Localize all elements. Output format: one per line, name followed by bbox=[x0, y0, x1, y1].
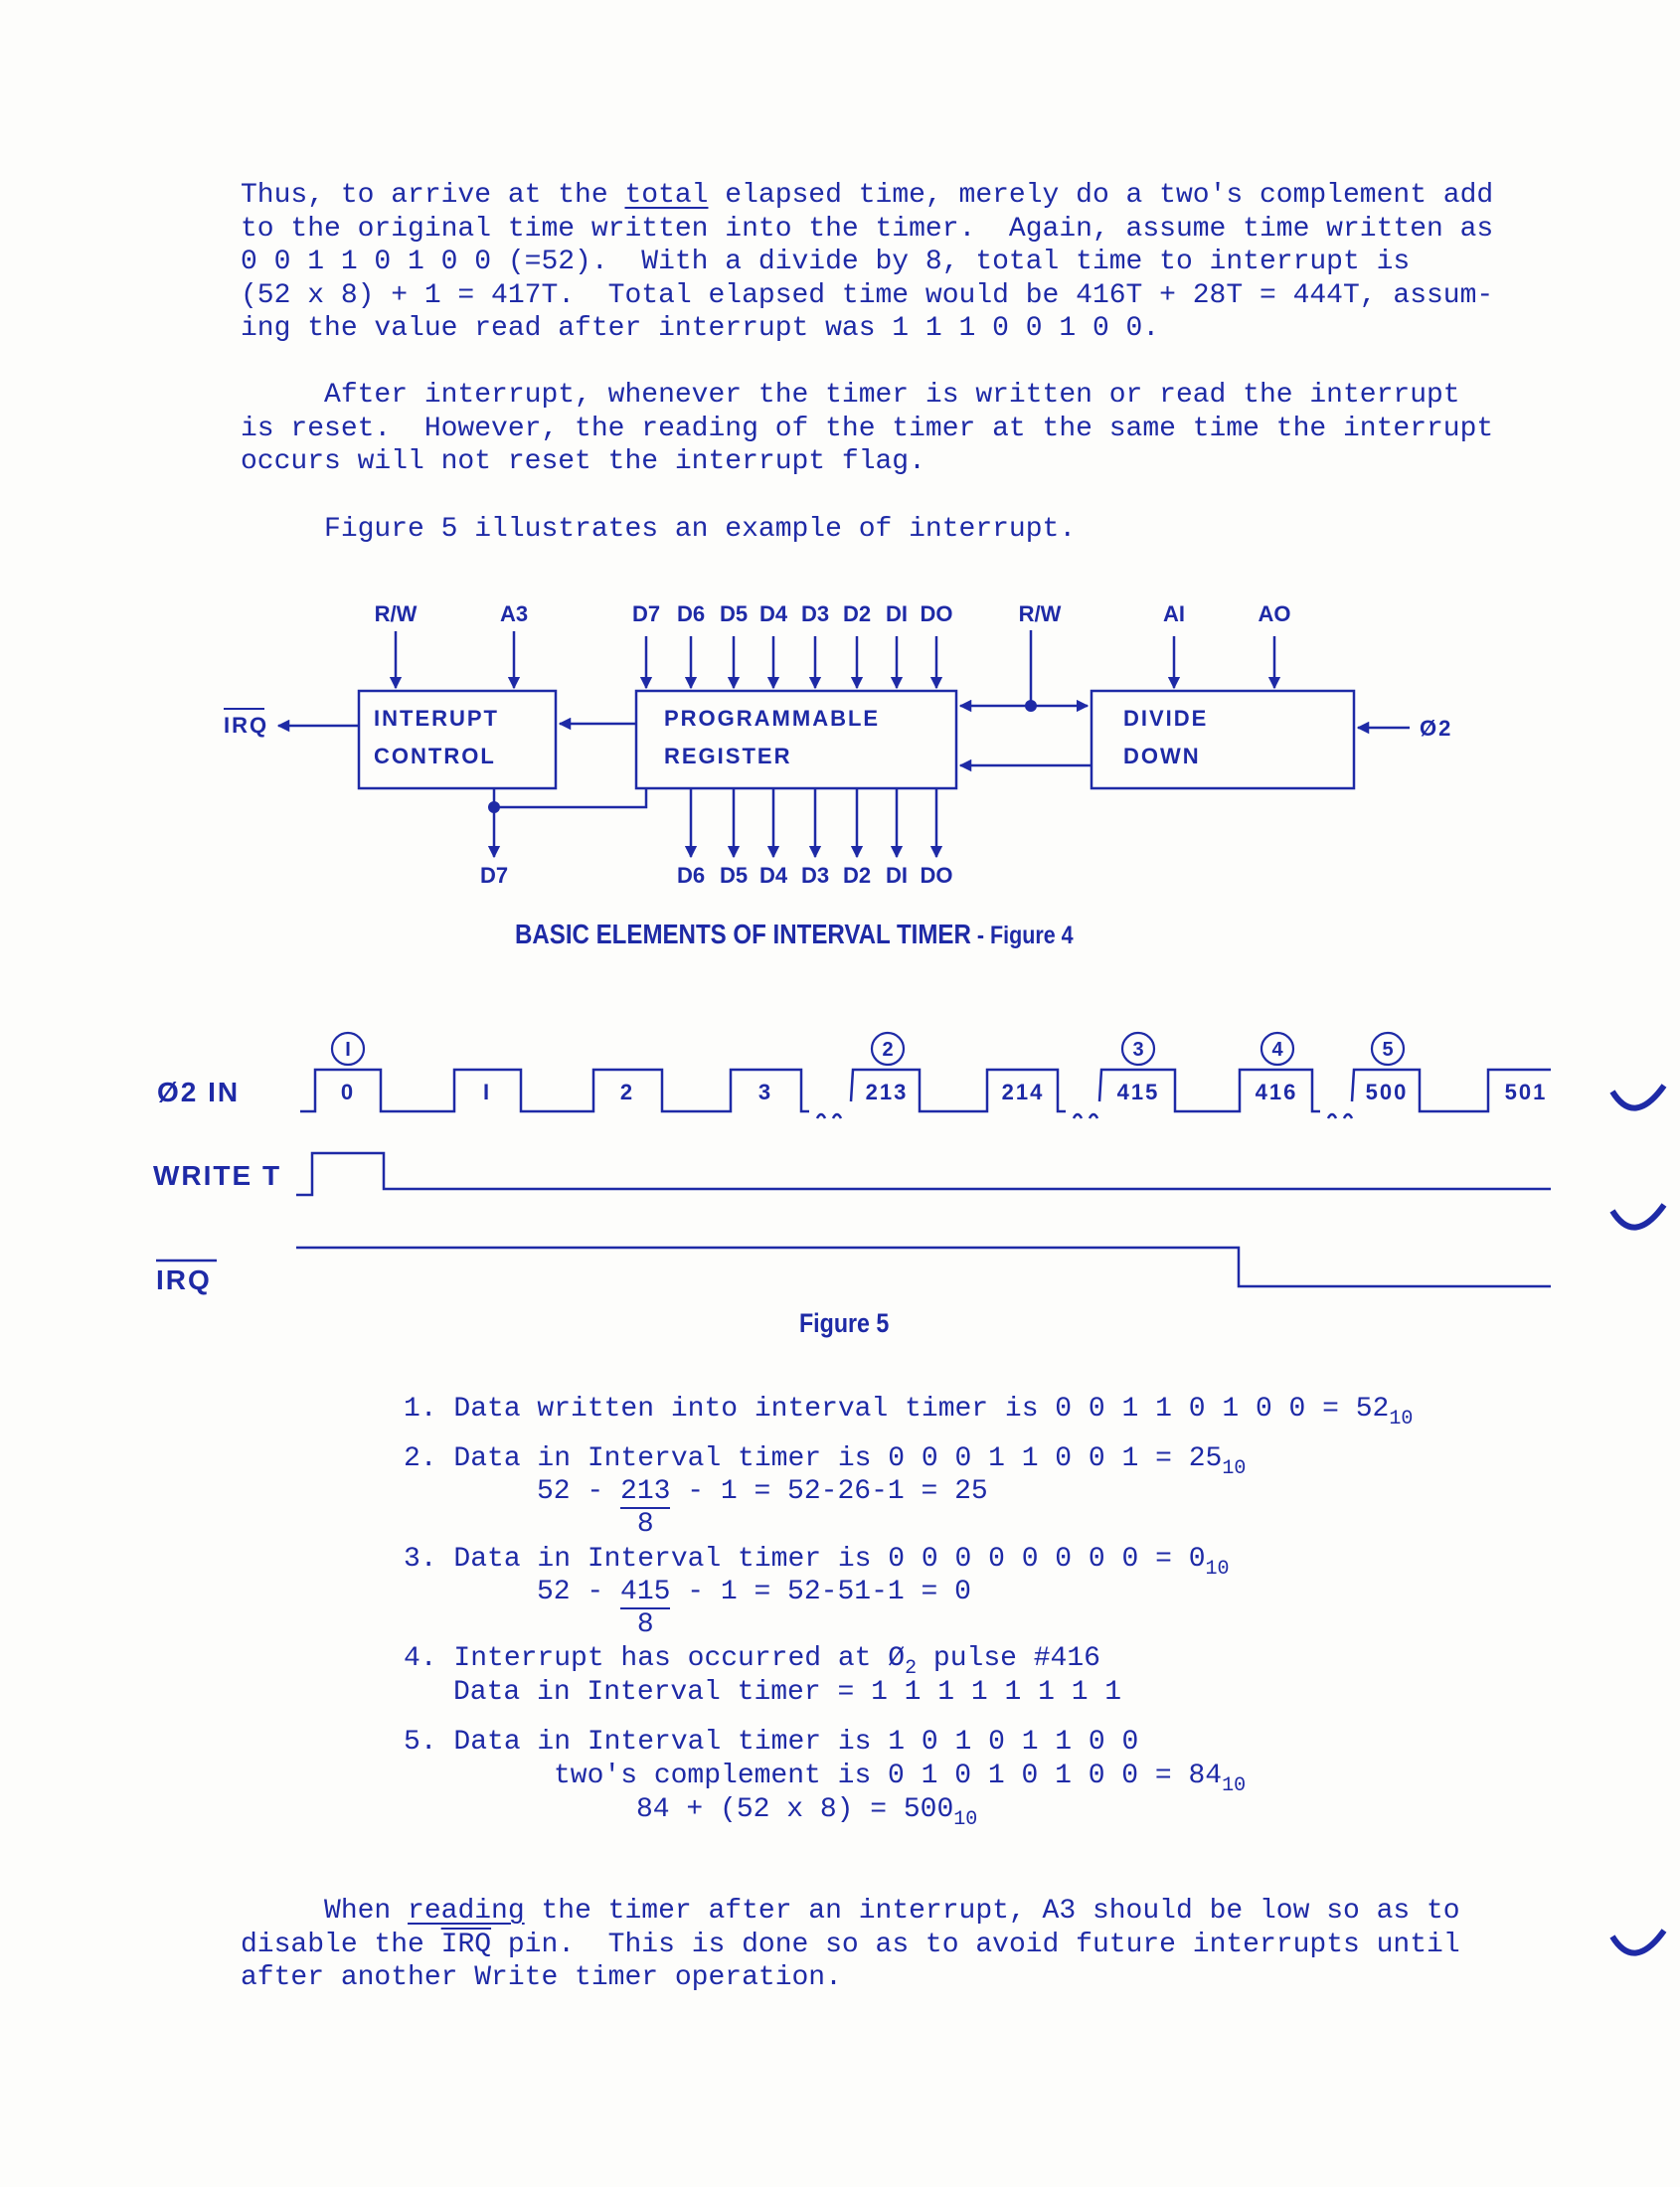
list-item-5: 5. Data in Interval timer is 1 0 1 0 1 1 0 0 bbox=[404, 1727, 1139, 1758]
register-block-line2: REGISTER bbox=[664, 744, 792, 768]
para4-underlined-reading: reading bbox=[408, 1896, 525, 1927]
paragraph-4: When reading the timer after an interrupt, A3 should be low so as to disable the $\overline{IRQ}$ pin. This is done so as to avoid future interrupts until after another Write timer operation. bbox=[241, 1896, 1460, 1993]
label-a3: A3 bbox=[499, 601, 529, 626]
fraction-numerator-415: 415 bbox=[620, 1577, 671, 1607]
label-d5-top: D5 bbox=[719, 601, 749, 626]
label-d0-top: DO bbox=[920, 601, 953, 626]
figure-5-timing-diagram bbox=[139, 1014, 1551, 1312]
label-d6-bottom: D6 bbox=[676, 863, 706, 888]
figure-4-caption: BASIC ELEMENTS OF INTERVAL TIMER - Figure 4 bbox=[515, 919, 1074, 949]
interrupt-block-line2: CONTROL bbox=[374, 744, 496, 768]
register-block-line1: PROGRAMMABLE bbox=[664, 706, 881, 731]
label-d1-bottom: DI bbox=[886, 863, 908, 888]
label-d0-bottom: DO bbox=[920, 863, 953, 888]
figure-5-caption: Figure 5 bbox=[799, 1308, 890, 1338]
figure-4-diagram bbox=[209, 591, 1501, 900]
pulse-label-214: 214 bbox=[1001, 1080, 1045, 1104]
para1-line1-start: Thus, to arrive at the bbox=[241, 180, 625, 211]
para1-line3: 0 0 1 1 0 1 0 0 (=52). With a divide by 8, total time to interrupt is bbox=[241, 247, 1411, 277]
label-a0: AO bbox=[1258, 601, 1291, 626]
list-item-2: 2. Data in Interval timer is 0 0 0 1 1 0 0 $1 = 25_{10}$ bbox=[404, 1443, 1247, 1480]
pulse-label-0: 0 bbox=[340, 1080, 356, 1104]
label-d1-top: DI bbox=[886, 601, 908, 626]
junction-dot-rw bbox=[1025, 700, 1037, 712]
label-d7-top: D7 bbox=[631, 601, 661, 626]
label-d7-bottom: D7 bbox=[479, 863, 509, 888]
label-d3-top: D3 bbox=[800, 601, 830, 626]
label-a1: AI bbox=[1163, 601, 1185, 626]
label-d2-top: D2 bbox=[842, 601, 872, 626]
pulse-label-3: 3 bbox=[757, 1080, 773, 1104]
paragraph-2 bbox=[241, 379, 1493, 479]
list-item-1: 1. Data written into interval timer is 0 0 1 1 0 1 0 $0 = 52_{10}$ bbox=[404, 1394, 1414, 1430]
para1-underlined-total: total bbox=[624, 180, 709, 211]
marker-1: I bbox=[345, 1039, 351, 1061]
signal-label-phi2-in: Ø2 IN bbox=[157, 1077, 241, 1107]
pulse-label-213: 213 bbox=[865, 1080, 909, 1104]
pulse-label-1: I bbox=[482, 1080, 492, 1104]
label-d5-bottom: D5 bbox=[719, 863, 749, 888]
list-item-5-sum: 84 + (52 x $8) = 500_{10}$ bbox=[636, 1794, 978, 1831]
label-d4-top: D4 bbox=[758, 601, 788, 626]
list-item-4: 4. Interrupt has occurred at $Ø_2$ pulse #416 bbox=[404, 1643, 1100, 1680]
fraction-denominator-8: 8 bbox=[636, 1509, 654, 1540]
para2-line3: occurs will not reset the interrupt flag. bbox=[241, 446, 925, 477]
interrupt-block-line1: INTERUPT bbox=[374, 706, 499, 731]
pulse-label-501: 501 bbox=[1504, 1080, 1548, 1104]
divide-block-line2: DOWN bbox=[1123, 744, 1201, 768]
phi2-label: Ø2 bbox=[1420, 716, 1453, 741]
list-item-2-calculation: $52 - \frac{213}{8}$ - 1 = 52-26-1 = 25 bbox=[537, 1476, 988, 1540]
para1-line1-end: elapsed time, merely do a two's complement add bbox=[708, 180, 1494, 211]
marker-5: 5 bbox=[1382, 1039, 1394, 1061]
label-d4-bottom: D4 bbox=[758, 863, 788, 888]
marker-2: 2 bbox=[882, 1039, 894, 1061]
list-item-4-detail: Data in Interval timer = 1 1 1 1 1 1 1 1 bbox=[453, 1677, 1122, 1708]
list-item-3: 3. Data in Interval timer is 0 0 0 0 0 0 0 $0 = 0_{10}$ bbox=[404, 1544, 1230, 1581]
irq-label: IRQ bbox=[224, 713, 269, 738]
fraction-numerator-213: 213 bbox=[620, 1476, 671, 1507]
para2-line1: After interrupt, whenever the timer is written or read the interrupt bbox=[241, 380, 1460, 411]
paragraph-1 bbox=[241, 179, 1493, 346]
binder-hole-icon bbox=[1608, 1919, 1668, 1968]
list-item-3-calculation: $52 - \frac{415}{8}$ - 1 = 52-51-1 = 0 bbox=[537, 1577, 971, 1640]
paragraph-3: Figure 5 illustrates an example of interrupt. bbox=[241, 514, 1077, 545]
para2-line2: is reset. However, the reading of the timer at the same time the interrupt bbox=[241, 413, 1494, 444]
pulse-label-500: 500 bbox=[1365, 1080, 1409, 1104]
signal-label-irq: IRQ bbox=[156, 1264, 212, 1295]
binder-hole-icon bbox=[1608, 1193, 1668, 1243]
fraction-denominator-8: 8 bbox=[636, 1609, 654, 1640]
junction-dot-d7 bbox=[488, 801, 500, 813]
pulse-label-2: 2 bbox=[619, 1080, 635, 1104]
label-rw-2: R/W bbox=[1018, 601, 1062, 626]
label-d3-bottom: D3 bbox=[800, 863, 830, 888]
signal-label-write-t: WRITE T bbox=[153, 1160, 282, 1191]
label-d6-top: D6 bbox=[676, 601, 706, 626]
divide-block-line1: DIVIDE bbox=[1123, 706, 1209, 731]
para1-line4: (52 x 8) + 1 = 417T. Total elapsed time would be 416T + 28T = 444T, assum- bbox=[241, 279, 1494, 311]
para1-line5: ing the value read after interrupt was 1 1 1 0 0 1 0 0. bbox=[241, 313, 1160, 344]
binder-hole-icon bbox=[1608, 1074, 1668, 1123]
pulse-label-416: 416 bbox=[1255, 1080, 1298, 1104]
marker-4: 4 bbox=[1271, 1039, 1283, 1061]
label-rw-1: R/W bbox=[374, 601, 418, 626]
label-d2-bottom: D2 bbox=[842, 863, 872, 888]
marker-3: 3 bbox=[1132, 1039, 1144, 1061]
para4-overlined-irq: $\overline{IRQ}$ bbox=[440, 1929, 492, 1960]
pulse-label-415: 415 bbox=[1116, 1080, 1160, 1104]
para1-line2: to the original time written into the timer. Again, assume time written as bbox=[241, 213, 1494, 245]
list-item-5-detail: two's complement is 0 1 0 1 0 1 0 $0 = 84_{10}$ bbox=[554, 1761, 1247, 1797]
